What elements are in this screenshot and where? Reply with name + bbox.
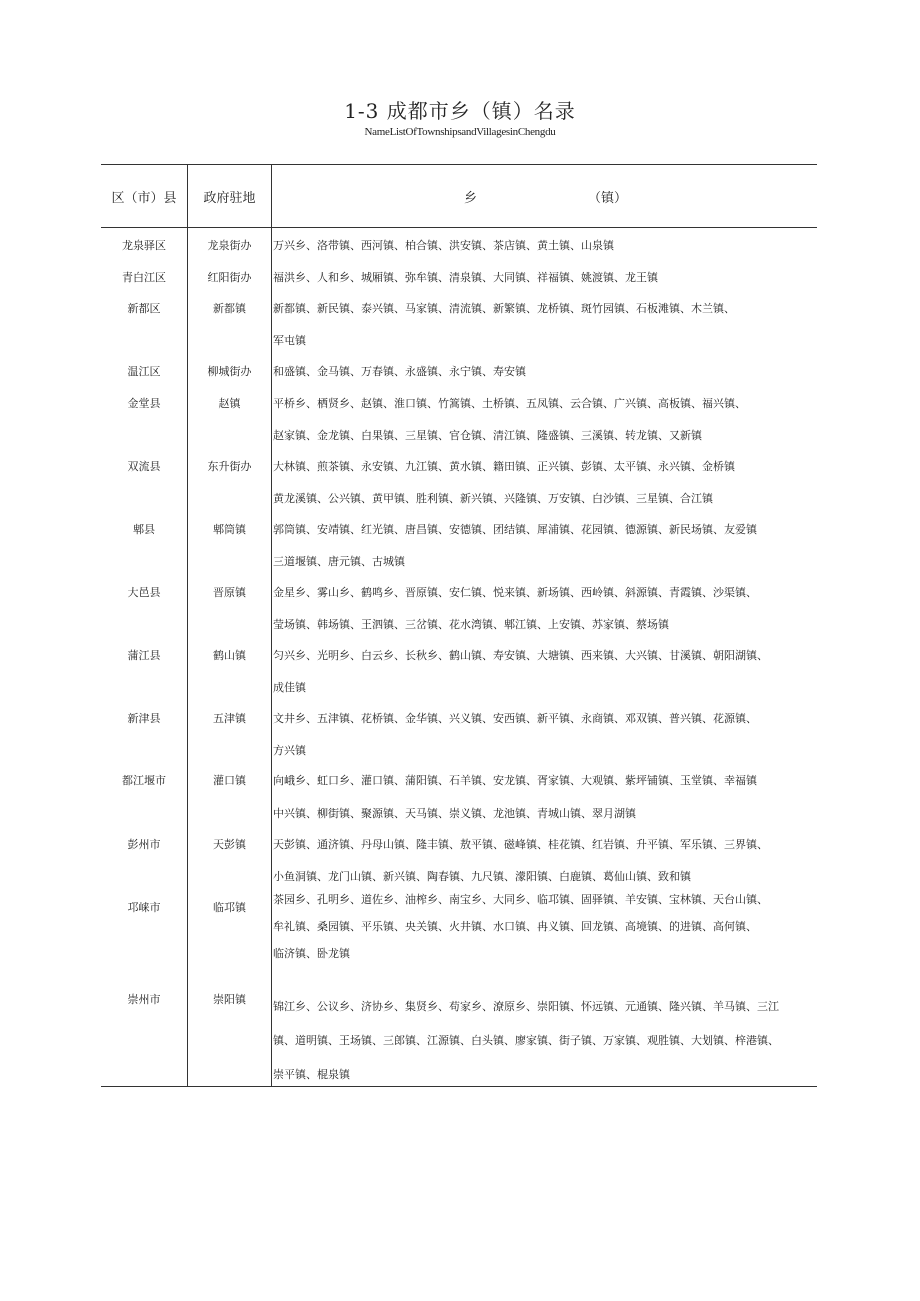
seat-cell: 郫筒镇	[213, 523, 246, 536]
seat-cell: 鹤山镇	[213, 649, 246, 662]
townships-line: 文井乡、五津镇、花桥镇、金华镇、兴义镇、安西镇、新平镇、永商镇、邓双镇、普兴镇、花源镇、	[273, 712, 757, 725]
seat-cell: 新都镇	[213, 302, 246, 315]
townships-line: 赵家镇、金龙镇、白果镇、三星镇、官仓镇、清江镇、隆盛镇、三溪镇、转龙镇、又新镇	[273, 429, 702, 442]
townships-line: 大林镇、煎茶镇、永安镇、九江镇、黄水镇、籍田镇、正兴镇、彭镇、太平镇、永兴镇、金桥镇	[273, 460, 735, 473]
seat-cell: 赵镇	[218, 397, 241, 410]
header-townships-left: 乡	[464, 191, 478, 206]
seat-cell: 柳城街办	[207, 365, 252, 378]
townships-line: 牟礼镇、桑园镇、平乐镇、央关镇、火井镇、水口镇、冉义镇、回龙镇、高境镇、的进镇、高何镇、	[273, 920, 757, 933]
townships-line: 福洪乡、人和乡、城厢镇、弥牟镇、清泉镇、大同镇、祥福镇、姚渡镇、龙王镇	[273, 271, 658, 284]
townships-line: 莹场镇、韩场镇、王泗镇、三岔镇、花水湾镇、郫江镇、上安镇、苏家镇、蔡场镇	[273, 618, 669, 631]
table-top-rule	[101, 164, 817, 165]
townships-line: 新都镇、新民镇、泰兴镇、马家镇、清流镇、新繁镇、龙桥镇、斑竹园镇、石板滩镇、木兰镇、	[273, 302, 735, 315]
district-cell: 温江区	[127, 365, 161, 378]
district-cell: 蒲江县	[127, 649, 161, 662]
townships-line: 金星乡、雾山乡、鹤鸣乡、晋原镇、安仁镇、悦来镇、新场镇、西岭镇、斜源镇、青霞镇、沙渠镇、	[273, 586, 757, 599]
district-cell: 新津县	[127, 712, 161, 725]
townships-line: 锦江乡、公议乡、济协乡、集贤乡、苟家乡、潦原乡、崇阳镇、怀远镇、元通镇、隆兴镇、羊马镇、三江	[273, 1000, 779, 1013]
townships-line: 方兴镇	[273, 744, 306, 757]
district-cell: 青白江区	[122, 271, 166, 284]
district-cell: 彭州市	[127, 838, 161, 851]
townships-line: 茶园乡、孔明乡、道佐乡、油榨乡、南宝乡、大同乡、临邛镇、固驿镇、羊安镇、宝林镇、天台山镇、	[273, 893, 768, 906]
district-cell: 金堂县	[127, 397, 161, 410]
district-cell: 都江堰市	[122, 774, 166, 787]
header-bottom-rule	[101, 227, 817, 228]
townships-line: 向峨乡、虹口乡、灌口镇、蒲阳镇、石羊镇、安龙镇、胥家镇、大观镇、紫坪铺镇、玉堂镇、幸福镇	[273, 774, 757, 787]
seat-cell: 晋原镇	[213, 586, 246, 599]
seat-cell: 临邛镇	[213, 901, 246, 914]
seat-cell: 龙泉街办	[207, 239, 252, 252]
seat-cell: 灌口镇	[213, 774, 246, 787]
header-seat: 政府驻地	[203, 191, 256, 206]
page-title: 1-3 成都市乡（镇）名录	[344, 99, 576, 123]
table-bottom-rule	[101, 1086, 817, 1087]
column-divider-2	[271, 165, 272, 1086]
header-townships-right: （镇）	[588, 191, 628, 206]
seat-cell: 天彭镇	[213, 838, 246, 851]
townships-line: 崇平镇、棍泉镇	[273, 1068, 350, 1081]
townships-line: 临济镇、卧龙镇	[273, 947, 350, 960]
townships-line: 中兴镇、柳街镇、聚源镇、天马镇、崇义镇、龙池镇、青城山镇、翠月湖镇	[273, 807, 636, 820]
townships-line: 成佳镇	[273, 681, 306, 694]
townships-line: 小鱼洞镇、龙门山镇、新兴镇、陶春镇、九尺镇、濛阳镇、白鹿镇、葛仙山镇、致和镇	[273, 870, 691, 883]
townships-line: 万兴乡、洛带镇、西河镇、柏合镇、洪安镇、茶店镇、黄土镇、山泉镇	[273, 239, 614, 252]
district-cell: 大邑县	[127, 586, 161, 599]
district-cell: 新都区	[127, 302, 161, 315]
district-cell: 邛崃市	[127, 901, 161, 914]
seat-cell: 东升街办	[207, 460, 252, 473]
district-cell: 郫县	[133, 523, 155, 536]
district-cell: 崇州市	[127, 993, 161, 1006]
townships-line: 匀兴乡、光明乡、白云乡、长秋乡、鹤山镇、寿安镇、大塘镇、西来镇、大兴镇、甘溪镇、朝阳湖镇、	[273, 649, 768, 662]
district-cell: 龙泉驿区	[122, 239, 166, 252]
townships-line: 郭筒镇、安靖镇、红光镇、唐昌镇、安德镇、团结镇、犀浦镇、花园镇、德源镇、新民场镇、友爱镇	[273, 523, 757, 536]
seat-cell: 红阳街办	[207, 271, 252, 284]
header-district: 区（市）县	[111, 191, 177, 206]
seat-cell: 崇阳镇	[213, 993, 246, 1006]
seat-cell: 五津镇	[213, 712, 246, 725]
townships-line: 和盛镇、金马镇、万春镇、永盛镇、永宁镇、寿安镇	[273, 365, 526, 378]
townships-line: 黄龙溪镇、公兴镇、黄甲镇、胜利镇、新兴镇、兴隆镇、万安镇、白沙镇、三星镇、合江镇	[273, 492, 713, 505]
townships-line: 镇、道明镇、王场镇、三郎镇、江源镇、白头镇、廖家镇、街子镇、万家镇、观胜镇、大划镇、梓港镇、	[273, 1034, 779, 1047]
townships-line: 平桥乡、栖贤乡、赵镇、淮口镇、竹篙镇、土桥镇、五凤镇、云合镇、广兴镇、高板镇、福兴镇、	[273, 397, 746, 410]
townships-line: 军屯镇	[273, 334, 306, 347]
district-cell: 双流县	[127, 460, 161, 473]
townships-line: 三道堰镇、唐元镇、古城镇	[273, 555, 405, 568]
page-subtitle: NameListOfTownshipsandVillagesinChengdu	[364, 126, 556, 138]
townships-line: 天彭镇、通济镇、丹母山镇、隆丰镇、敖平镇、磁峰镇、桂花镇、红岩镇、升平镇、军乐镇、三界镇、	[273, 838, 768, 851]
